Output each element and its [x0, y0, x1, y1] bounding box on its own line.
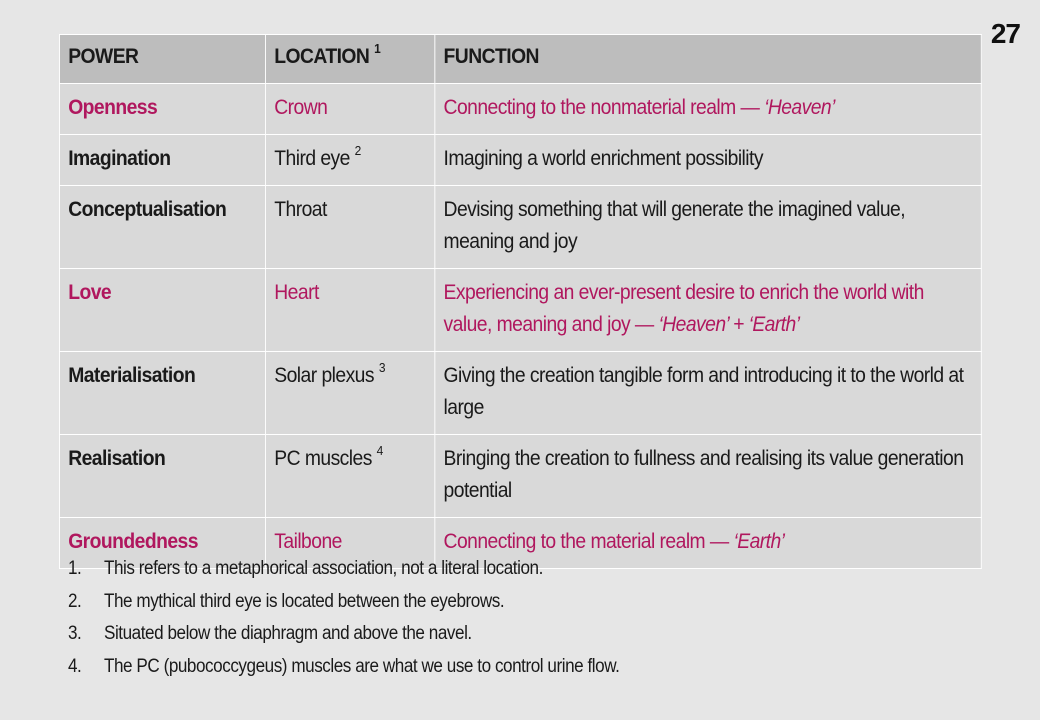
cell-location [266, 186, 435, 269]
footnote-text: This refers to a metaphorical association, not a literal location. [104, 558, 543, 579]
cell-function [435, 135, 981, 186]
location-text: Tailbone [274, 530, 342, 553]
cell-power: Openness [59, 84, 265, 135]
cell-location [266, 269, 435, 352]
location-text: Throat [274, 198, 327, 221]
location-text: PC muscles [274, 447, 372, 470]
powers-table [59, 34, 982, 569]
function-text: Giving the creation tangible form and introducing it to the world at large [443, 364, 964, 419]
footnotes-list [68, 558, 619, 688]
header-location-footnote-ref: 1 [374, 41, 381, 56]
cell-power: Imagination [59, 135, 265, 186]
cell-power: Groundedness [59, 518, 265, 569]
footnote-item [68, 656, 619, 689]
location-footnote-ref: 4 [376, 443, 383, 458]
location-text: Crown [274, 96, 328, 119]
table-header-row [59, 35, 981, 84]
table-row [59, 352, 981, 435]
function-emphasis: ‘Earth’ [733, 530, 785, 553]
footnote-text: Situated below the diaphragm and above the navel. [104, 623, 472, 644]
cell-location [266, 435, 435, 518]
location-text: Solar plexus [274, 364, 374, 387]
header-power: POWER [59, 35, 265, 84]
footnote-number: 2. [68, 590, 82, 612]
cell-power: Realisation [59, 435, 265, 518]
header-location-label: LOCATION [274, 45, 370, 68]
function-emphasis: ‘Heaven’ + ‘Earth’ [658, 313, 800, 336]
function-text: Bringing the creation to fullness and realising its value generation potential [443, 447, 964, 502]
cell-power: Conceptualisation [59, 186, 265, 269]
table-row [59, 135, 981, 186]
function-text: Imagining a world enrichment possibility [443, 147, 763, 170]
cell-location [266, 135, 435, 186]
cell-function [435, 435, 981, 518]
footnote-text: The PC (pubococcygeus) muscles are what we use to control urine flow. [104, 655, 620, 677]
table-row [59, 84, 981, 135]
table-row [59, 269, 981, 352]
function-emphasis: ‘Heaven’ [764, 96, 835, 119]
footnote-item [68, 591, 619, 624]
footnote-number: 3. [68, 623, 82, 644]
location-footnote-ref: 2 [354, 143, 361, 158]
function-text: Experiencing an ever-present desire to enrich the world with value, meaning and joy — [443, 281, 924, 336]
footnote-number: 1. [68, 558, 82, 579]
cell-location [266, 84, 435, 135]
table-row [59, 186, 981, 269]
location-text: Heart [274, 281, 319, 304]
footnote-text: The mythical third eye is located between the eyebrows. [104, 590, 505, 612]
header-location [266, 35, 435, 84]
location-footnote-ref: 3 [378, 360, 385, 375]
footnote-item [68, 623, 619, 656]
page-number: 27 [990, 18, 1020, 49]
table-row [59, 435, 981, 518]
function-text: Devising something that will generate the imagined value, meaning and joy [443, 198, 906, 253]
cell-function [435, 186, 981, 269]
location-text: Third eye [274, 147, 350, 170]
cell-location [266, 352, 435, 435]
footnote-item [68, 558, 619, 591]
footnote-number: 4. [68, 655, 82, 677]
cell-function [435, 352, 981, 435]
cell-power: Materialisation [59, 352, 265, 435]
function-text: Connecting to the material realm — [443, 530, 734, 553]
header-function: FUNCTION [435, 35, 981, 84]
cell-function [435, 269, 981, 352]
function-text: Connecting to the nonmaterial realm — [443, 96, 765, 119]
cell-function [435, 84, 981, 135]
cell-power: Love [59, 269, 265, 352]
